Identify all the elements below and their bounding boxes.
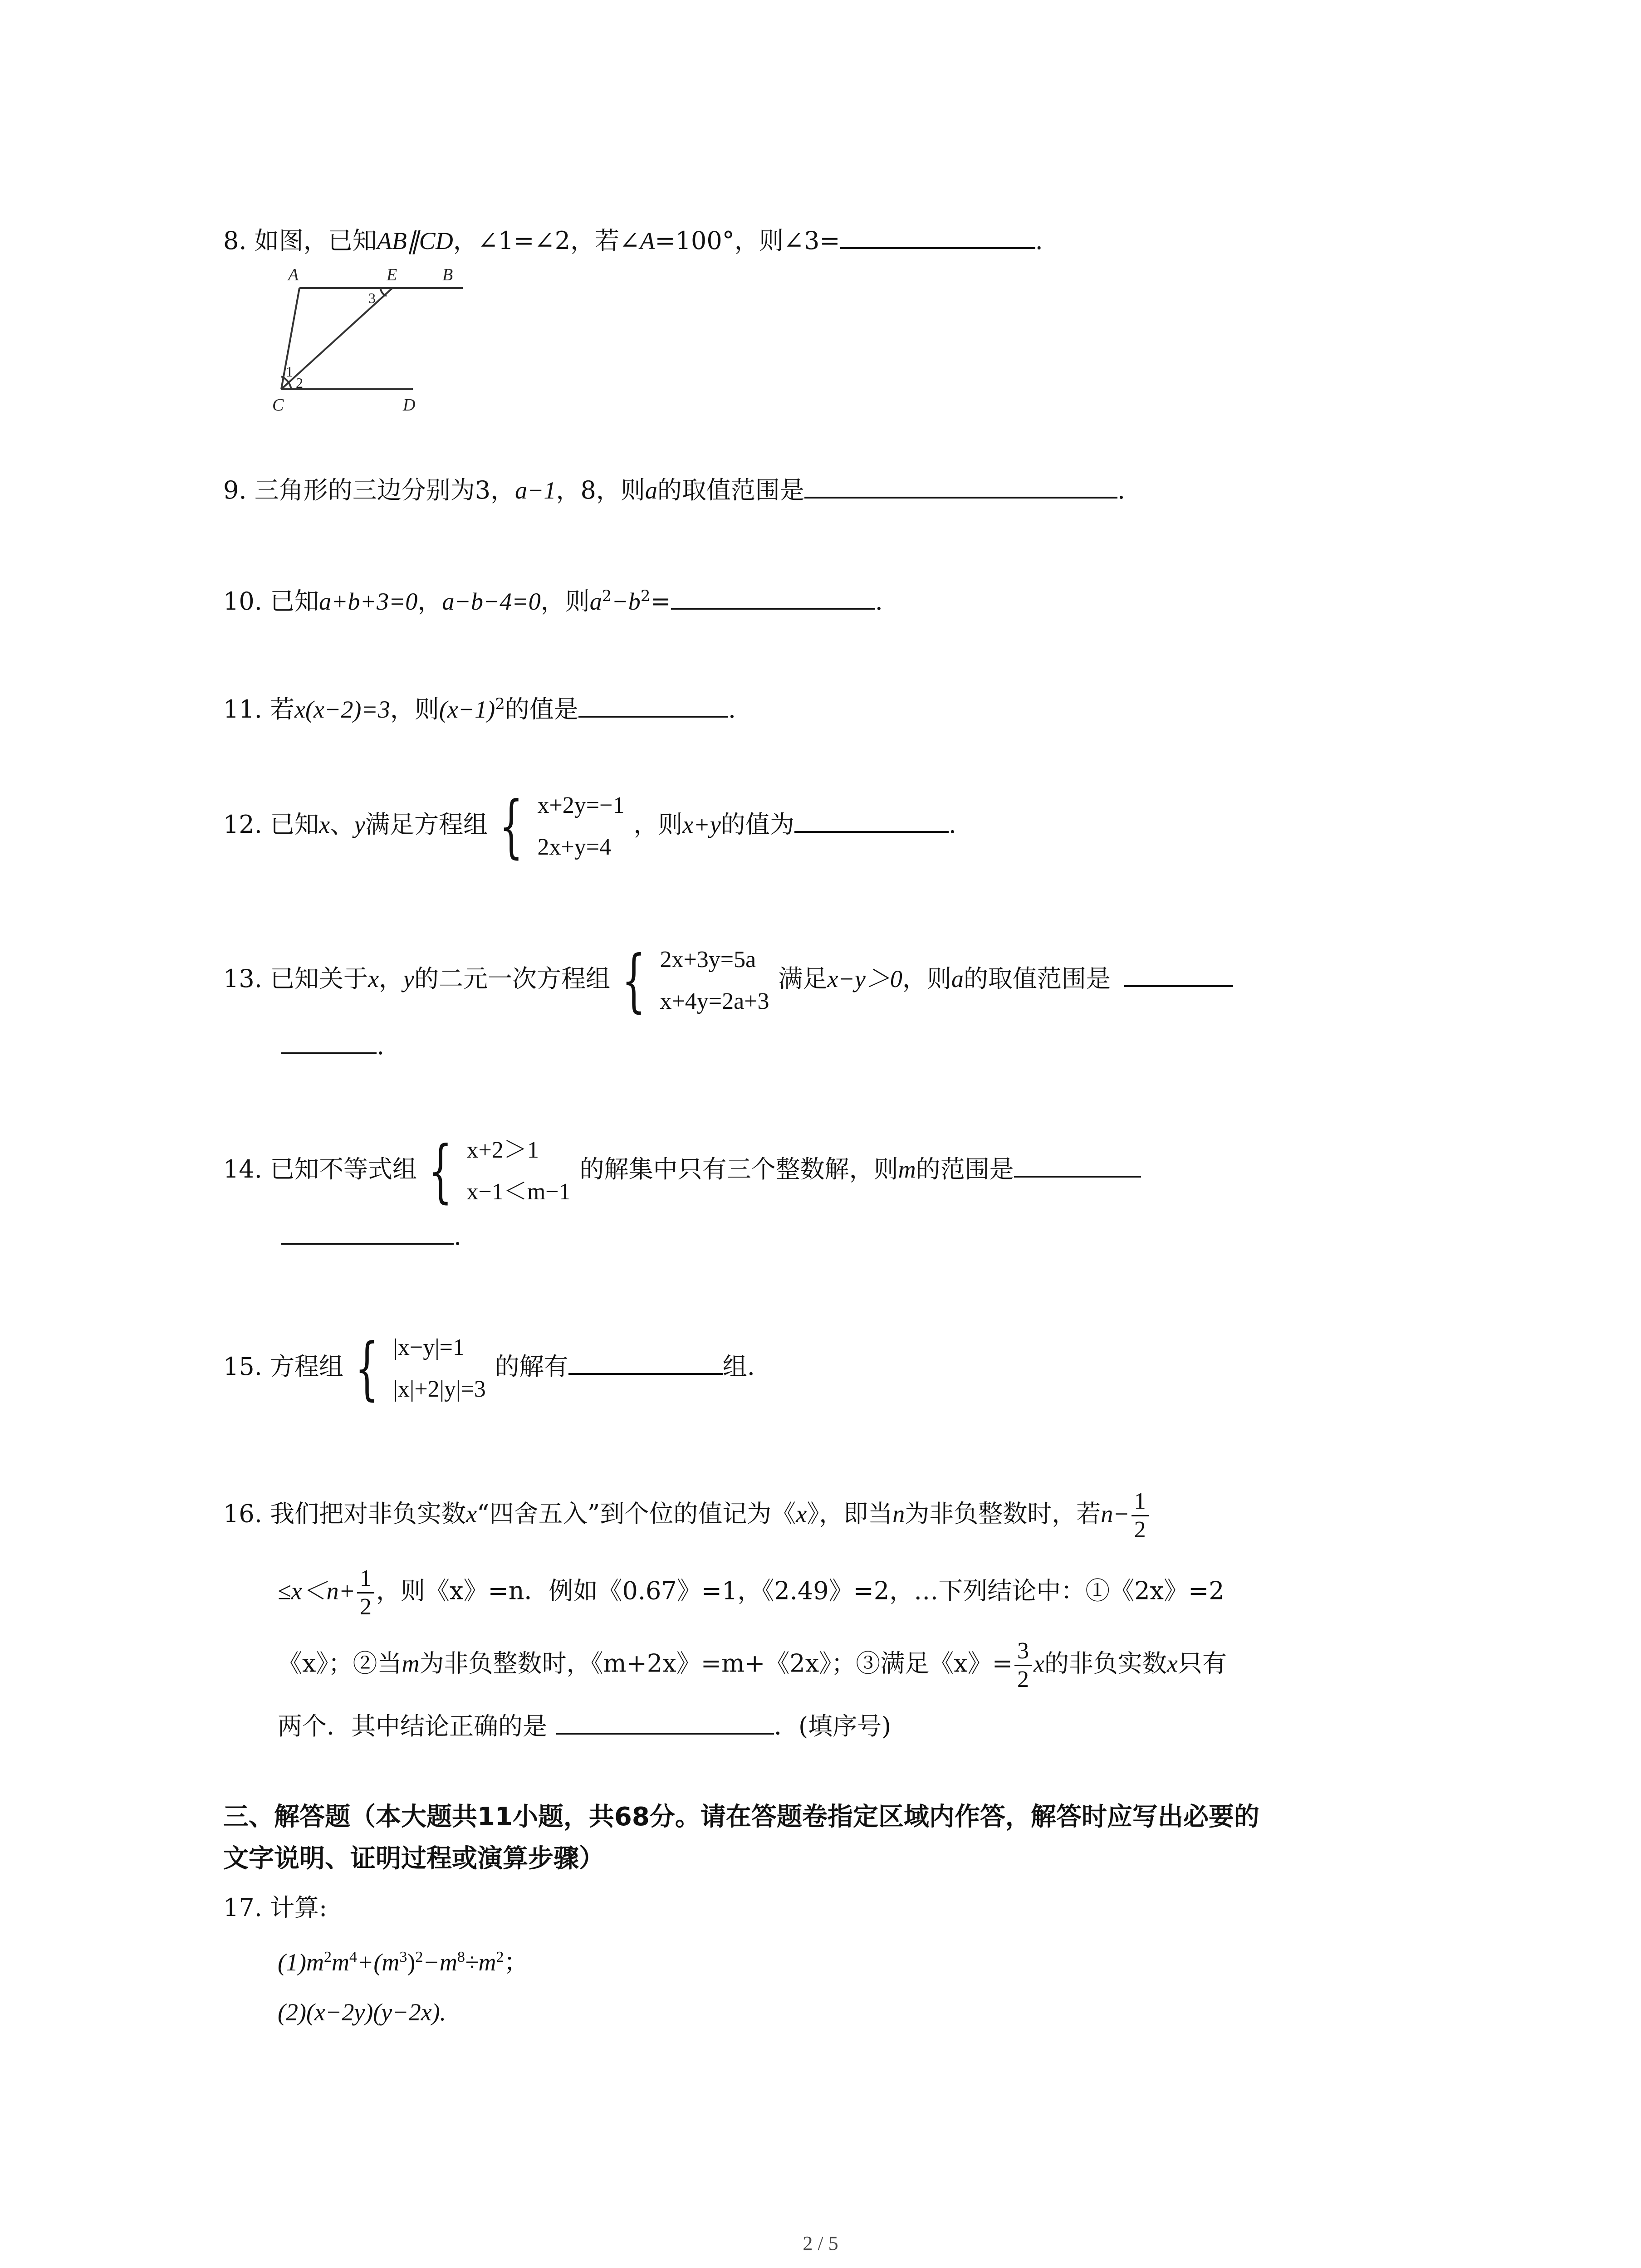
question-text: =100°，则∠3= — [655, 226, 840, 255]
question-14 — [223, 1129, 1141, 1213]
section-heading-line: 三、解答题（本大题共11小题，共68分。请在答题卷指定区域内作答，解答时应写出必要的 — [223, 1802, 1259, 1832]
question-16-line-4 — [278, 1710, 891, 1743]
answer-blank[interactable] — [1124, 981, 1233, 987]
separator: ； — [504, 1949, 529, 1976]
answer-blank[interactable] — [804, 492, 1117, 499]
equation: x+2y=−1 — [537, 792, 625, 818]
answer-blank[interactable] — [794, 826, 949, 833]
question-text: 已知不等式组 — [270, 1155, 417, 1183]
label-A: A — [288, 265, 299, 284]
question-number: 15. — [223, 1352, 262, 1381]
math-expression: x+y — [682, 811, 721, 838]
equation: |x|+2|y|=3 — [393, 1376, 486, 1402]
question-number: 14. — [223, 1155, 262, 1183]
equation: 2x+y=4 — [537, 834, 612, 860]
math-expression: a+b+3=0 — [319, 588, 418, 615]
period: . — [1117, 476, 1126, 504]
math-expression: (x−1) — [439, 696, 495, 723]
exponent: 2 — [323, 1949, 332, 1965]
angle-3-label: 3 — [368, 290, 376, 306]
question-text: 为非负整数时，若 — [905, 1499, 1101, 1528]
question-text: 的解有 — [495, 1352, 568, 1381]
denominator: 2 — [1134, 1517, 1146, 1543]
angle-2-label: 2 — [296, 375, 303, 391]
question-text: 已知关于 — [270, 964, 368, 993]
math-variable: x — [319, 811, 330, 838]
question-text: 满足 — [778, 964, 828, 993]
exponent: 2 — [496, 1949, 504, 1965]
question-text: 两个．其中结论正确的是 — [278, 1712, 547, 1740]
math-expression: ≤x＜n+ — [278, 1577, 356, 1605]
math-variable: m — [402, 1650, 420, 1677]
question-text: 为非负整数时，《m+2x》=m+《2x》；③满足《x》= — [419, 1649, 1013, 1678]
numerator: 1 — [1132, 1488, 1149, 1516]
question-text: 三角形的三边分别为3， — [254, 476, 515, 504]
question-text: 若 — [270, 695, 295, 723]
question-text: 的值是 — [505, 695, 578, 723]
exponent: 4 — [349, 1949, 357, 1965]
question-10 — [223, 585, 883, 618]
math-variable: y — [354, 811, 365, 838]
math-expression: +(m — [357, 1949, 400, 1976]
question-number: 11. — [223, 695, 262, 723]
math-variable: a — [589, 588, 602, 615]
question-text: 的范围是 — [916, 1155, 1014, 1183]
equation-system — [537, 785, 624, 868]
math-expression: −m — [423, 1949, 457, 1976]
numerator: 1 — [357, 1565, 374, 1593]
math-expression: −b — [612, 588, 641, 615]
answer-blank[interactable] — [840, 243, 1035, 249]
answer-blank[interactable] — [556, 1728, 774, 1735]
question-16-line-1 — [223, 1488, 1151, 1544]
math-expression: x(x−2)=3 — [294, 696, 390, 723]
inequality: x+2＞1 — [466, 1137, 539, 1163]
question-number: 10. — [223, 587, 262, 616]
label-E: E — [387, 265, 397, 284]
question-text: 已知 — [270, 810, 319, 839]
period: . — [728, 695, 736, 723]
left-brace: { — [355, 1329, 379, 1408]
question-text: ，∠1=∠2，若∠ — [453, 226, 640, 255]
math-expression: (2)(x−2y)(y−2x). — [278, 1999, 446, 2026]
question-9 — [223, 474, 1125, 507]
question-number: 8. — [223, 226, 247, 255]
fraction-three-halves — [1014, 1637, 1032, 1693]
answer-blank[interactable] — [568, 1369, 723, 1375]
left-brace: { — [499, 787, 523, 866]
math-variable: a — [951, 965, 964, 992]
question-text: 已知 — [270, 587, 319, 616]
period: . — [875, 587, 883, 616]
question-text: “四舍五入”到个位的值记为《 — [477, 1499, 796, 1528]
question-text: 如图，已知 — [254, 226, 377, 255]
question-text: ，则 — [390, 695, 439, 723]
left-brace: { — [622, 941, 646, 1020]
exponent: 3 — [399, 1949, 407, 1965]
question-text: ，则《x》=n．例如《0.67》=1，《2.49》=2，…下列结论中：①《2x》=2 — [376, 1576, 1225, 1605]
question-text: 的值为 — [720, 810, 794, 839]
separator: ， — [417, 587, 442, 616]
separator: ， — [379, 964, 404, 993]
numerator: 3 — [1014, 1637, 1032, 1666]
math-expression: x−y＞0 — [827, 965, 902, 992]
question-text: 的取值范围是 — [657, 476, 804, 504]
question-8 — [223, 225, 1043, 257]
question-15 — [223, 1327, 755, 1410]
question-17 — [223, 1892, 327, 1924]
math-expression: n− — [1101, 1500, 1130, 1528]
question-text: 只有 — [1177, 1649, 1227, 1678]
question-13 — [223, 939, 1233, 1022]
label-C: C — [272, 396, 284, 413]
fraction-one-half — [1132, 1488, 1149, 1544]
period: . — [1035, 226, 1043, 255]
math-expression: ) — [407, 1949, 416, 1976]
period: . — [377, 1031, 385, 1060]
question-text: ，则 — [540, 587, 590, 616]
equation: x+4y=2a+3 — [660, 988, 769, 1014]
question-text: 的二元一次方程组 — [414, 964, 610, 993]
math-expression: (1)m — [278, 1949, 324, 1976]
math-variable: x — [796, 1500, 807, 1528]
question-text: ．(填序号) — [774, 1712, 892, 1740]
angle-1-label: 1 — [286, 363, 293, 380]
math-expression: AB∥CD — [377, 227, 453, 254]
question-text: 组. — [722, 1352, 755, 1381]
equation: |x−y|=1 — [393, 1334, 465, 1360]
question-17-part-2 — [278, 1996, 446, 2028]
math-expression: ÷m — [465, 1949, 496, 1976]
left-brace: { — [428, 1132, 453, 1211]
math-variable: m — [331, 1949, 349, 1976]
question-text: 的非负实数 — [1044, 1649, 1167, 1678]
question-text: 计算: — [270, 1893, 328, 1922]
math-variable: n — [892, 1500, 905, 1528]
equation: 2x+3y=5a — [660, 947, 756, 973]
question-14-continuation — [281, 1220, 461, 1253]
question-12 — [223, 785, 956, 868]
question-number: 9. — [223, 476, 247, 504]
equation-system — [660, 939, 769, 1022]
math-variable: m — [898, 1156, 916, 1183]
question-number: 12. — [223, 810, 262, 839]
question-number: 17. — [223, 1893, 262, 1922]
section-heading — [223, 1796, 1259, 1880]
question-16-line-2 — [278, 1565, 1225, 1621]
fraction-one-half — [357, 1565, 374, 1621]
question-17-part-1 — [278, 1946, 528, 1979]
page-number: 2 / 5 — [803, 2232, 838, 2254]
question-text: 的取值范围是 — [963, 964, 1111, 993]
answer-blank[interactable] — [671, 603, 875, 610]
question-text: 我们把对非负实数 — [270, 1499, 466, 1528]
math-variable: y — [403, 965, 414, 992]
answer-blank-continuation[interactable] — [281, 1048, 377, 1054]
math-variable: a — [645, 477, 657, 504]
section-heading-line: 文字说明、证明过程或演算步骤） — [223, 1844, 604, 1873]
equals-sign: = — [650, 587, 671, 616]
inequality: x−1＜m−1 — [466, 1179, 571, 1205]
question-text: ，则 — [633, 810, 683, 839]
exponent: 2 — [415, 1949, 423, 1965]
math-variable: x — [466, 1500, 477, 1528]
math-variable: x — [368, 965, 379, 992]
question-11 — [223, 693, 736, 726]
math-variable: x — [1166, 1650, 1178, 1677]
label-B: B — [442, 265, 453, 284]
equation-system — [393, 1327, 486, 1410]
question-text: 《x》；②当 — [278, 1649, 402, 1678]
inequality-system — [467, 1129, 571, 1213]
question-13-continuation — [281, 1030, 384, 1062]
question-text: ，则 — [902, 964, 951, 993]
parallel-lines-figure — [268, 263, 485, 413]
answer-blank-continuation[interactable] — [281, 1238, 454, 1245]
exponent: 2 — [602, 587, 612, 605]
question-text: 》，即当 — [807, 1499, 893, 1528]
question-text: ，8，则 — [556, 476, 645, 504]
exponent: 2 — [640, 587, 651, 605]
math-variable: A — [640, 227, 655, 254]
answer-blank[interactable] — [1014, 1171, 1141, 1178]
separator: 、 — [330, 810, 355, 839]
exponent: 8 — [457, 1949, 465, 1965]
answer-blank[interactable] — [578, 711, 728, 718]
denominator: 2 — [360, 1594, 372, 1620]
question-text: 的解集中只有三个整数解，则 — [579, 1155, 898, 1183]
math-expression: a−1 — [515, 477, 556, 504]
denominator: 2 — [1017, 1667, 1029, 1692]
period: . — [454, 1222, 462, 1251]
question-number: 16. — [223, 1499, 262, 1528]
question-number: 13. — [223, 964, 262, 993]
question-text: 满足方程组 — [365, 810, 488, 839]
math-variable: x — [1033, 1650, 1044, 1677]
period: . — [948, 810, 956, 839]
exponent: 2 — [495, 695, 505, 713]
question-text: 方程组 — [270, 1352, 344, 1381]
math-expression: a−b−4=0 — [442, 588, 541, 615]
question-16-line-3 — [278, 1637, 1227, 1693]
label-D: D — [403, 396, 416, 413]
